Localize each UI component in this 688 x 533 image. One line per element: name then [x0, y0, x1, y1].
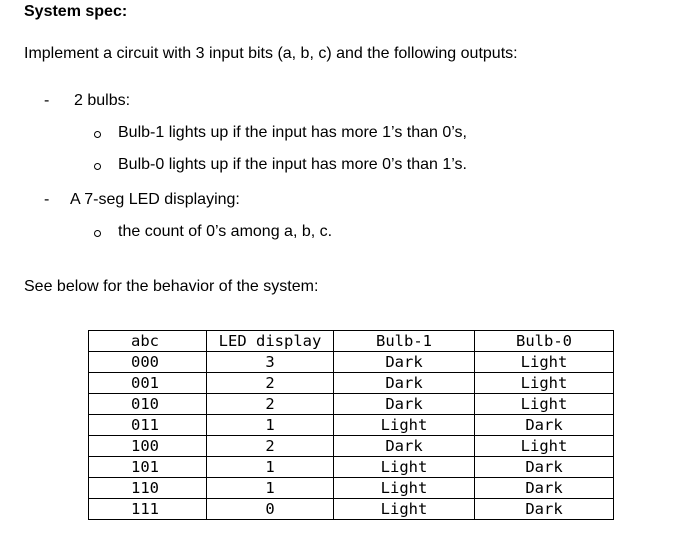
bulb0-cell: Dark [475, 415, 614, 436]
bulb0-cell: Light [475, 352, 614, 373]
table-header-row [89, 331, 614, 352]
led-display-cell: 2 [207, 394, 334, 415]
circle-bullet-icon [94, 131, 101, 138]
intro-paragraph: Implement a circuit with 3 input bits (a, b, c) and the following outputs: [24, 45, 518, 62]
table-row [89, 373, 614, 394]
table-row [89, 499, 614, 520]
bulb1-cell: Dark [334, 373, 475, 394]
bulb1-cell: Dark [334, 352, 475, 373]
bulb1-cell: Light [334, 415, 475, 436]
led-display-cell: 2 [207, 373, 334, 394]
bulb0-cell: Light [475, 436, 614, 457]
bulb0-description: Bulb-0 lights up if the input has more 0’s than 1’s. [118, 156, 467, 173]
abc-cell: 101 [89, 457, 207, 478]
list-dash: - [44, 92, 50, 109]
abc-cell: 011 [89, 415, 207, 436]
led-display-cell: 1 [207, 415, 334, 436]
column-header-abc: abc [89, 331, 207, 352]
led-display-cell: 3 [207, 352, 334, 373]
bulb1-cell: Light [334, 457, 475, 478]
table-row [89, 478, 614, 499]
bulb0-cell: Light [475, 373, 614, 394]
column-header-bulb1: Bulb-1 [334, 331, 475, 352]
bulb0-cell: Dark [475, 457, 614, 478]
abc-cell: 100 [89, 436, 207, 457]
table-row [89, 352, 614, 373]
table-row [89, 457, 614, 478]
bulb1-cell: Light [334, 478, 475, 499]
bulb1-cell: Light [334, 499, 475, 520]
list-dash: - [44, 191, 50, 208]
table-row [89, 394, 614, 415]
abc-cell: 111 [89, 499, 207, 520]
bulbs-heading: 2 bulbs: [74, 92, 131, 109]
led-display-cell: 1 [207, 457, 334, 478]
bulb0-cell: Light [475, 394, 614, 415]
table-row [89, 436, 614, 457]
bulb1-description: Bulb-1 lights up if the input has more 1’s than 0’s, [118, 124, 467, 141]
circle-bullet-icon [94, 163, 101, 170]
table-row [89, 415, 614, 436]
abc-cell: 010 [89, 394, 207, 415]
column-header-bulb0: Bulb-0 [475, 331, 614, 352]
bulb0-cell: Dark [475, 499, 614, 520]
bulb1-cell: Dark [334, 394, 475, 415]
led-heading: A 7-seg LED displaying: [70, 191, 240, 208]
circle-bullet-icon [94, 230, 101, 237]
bulb0-cell: Dark [475, 478, 614, 499]
led-description: the count of 0’s among a, b, c. [118, 223, 333, 240]
led-display-cell: 1 [207, 478, 334, 499]
abc-cell: 001 [89, 373, 207, 394]
column-header-led-display: LED display [207, 331, 334, 352]
behavior-text: See below for the behavior of the system: [24, 278, 319, 295]
behavior-table [88, 330, 614, 520]
page-title: System spec: [24, 3, 128, 20]
abc-cell: 000 [89, 352, 207, 373]
abc-cell: 110 [89, 478, 207, 499]
led-display-cell: 2 [207, 436, 334, 457]
bulb1-cell: Dark [334, 436, 475, 457]
led-display-cell: 0 [207, 499, 334, 520]
